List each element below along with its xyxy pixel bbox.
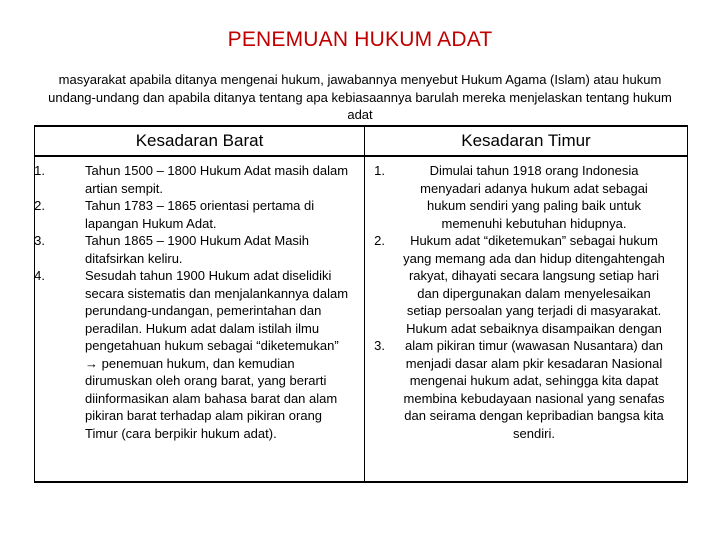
column-timur (365, 156, 688, 482)
list-number: 3. (34, 233, 45, 248)
page-title: PENEMUAN HUKUM ADAT (227, 28, 493, 51)
list-item: Hukum adat sebaiknya disampaikan dengan alam pikiran timur (wawasan Nusantara) dan menjadi dasar alam pkir kesadaran Nasional mengenai hukum adat, sehingga kita dapat membina kebudayaan nasional yang senafas dan seirama dengan kepribadian bangsa kita sendiri. (403, 320, 665, 441)
list-item: Dimulai tahun 1918 orang Indonesia menyadari adanya hukum adat sebagai hukum sendiri yang paling baik untuk memenuhi kebutuhan hidupnya. (420, 163, 648, 231)
list-number: 1. (34, 163, 45, 178)
list-item: Tahun 1783 – 1865 orientasi pertama di lapangan Hukum Adat. (85, 198, 315, 231)
list-number: 2. (374, 233, 385, 248)
list-item: Tahun 1865 – 1900 Hukum Adat Masih ditafsirkan keliru. (85, 233, 310, 266)
header-kesadaran-timur: Kesadaran Timur (365, 126, 688, 156)
header-kesadaran-barat: Kesadaran Barat (35, 126, 365, 156)
list-number: 2. (34, 198, 45, 213)
timur-list (403, 162, 665, 442)
list-item: Sesudah tahun 1900 Hukum adat diselidiki secara sistematis dan menjalankannya dalam perundang-undangan, pemerintahan dan peradilan. Hukum adat dalam istilah ilmu pengetahuan hukum sebagai “diketemukan” → penemuan hukum, dan kemudian dirumuskan oleh orang barat, yang berarti diinformasikan alam bahasa barat dan alam pikiran barat terhadap alam pikiran orang Timur (cara berpikir hukum adat). (85, 268, 349, 441)
intro-paragraph: masyarakat apabila ditanya mengenai hukum, jawabannya menyebut Hukum Agama (Islam) atau hukum undang-undang dan apabila ditanya tentang apa kebiasaannya barulah mereka menjelaskan tentang hukum adat (48, 72, 672, 122)
barat-list (85, 162, 353, 442)
list-item: Tahun 1500 – 1800 Hukum Adat masih dalam artian sempit. (85, 163, 349, 196)
list-item: Hukum adat “diketemukan” sebagai hukum yang memang ada dan hidup ditengahtengah rakyat, dihayati secara langsung setiap hari dan dipergunakan dalam menyelesaikan setiap persoalan yang terjadi di masyarakat. (403, 233, 665, 318)
column-barat (35, 156, 365, 482)
comparison-table (34, 125, 688, 483)
list-number: 3. (374, 338, 385, 353)
list-number: 1. (374, 163, 385, 178)
list-number: 4. (34, 268, 45, 283)
